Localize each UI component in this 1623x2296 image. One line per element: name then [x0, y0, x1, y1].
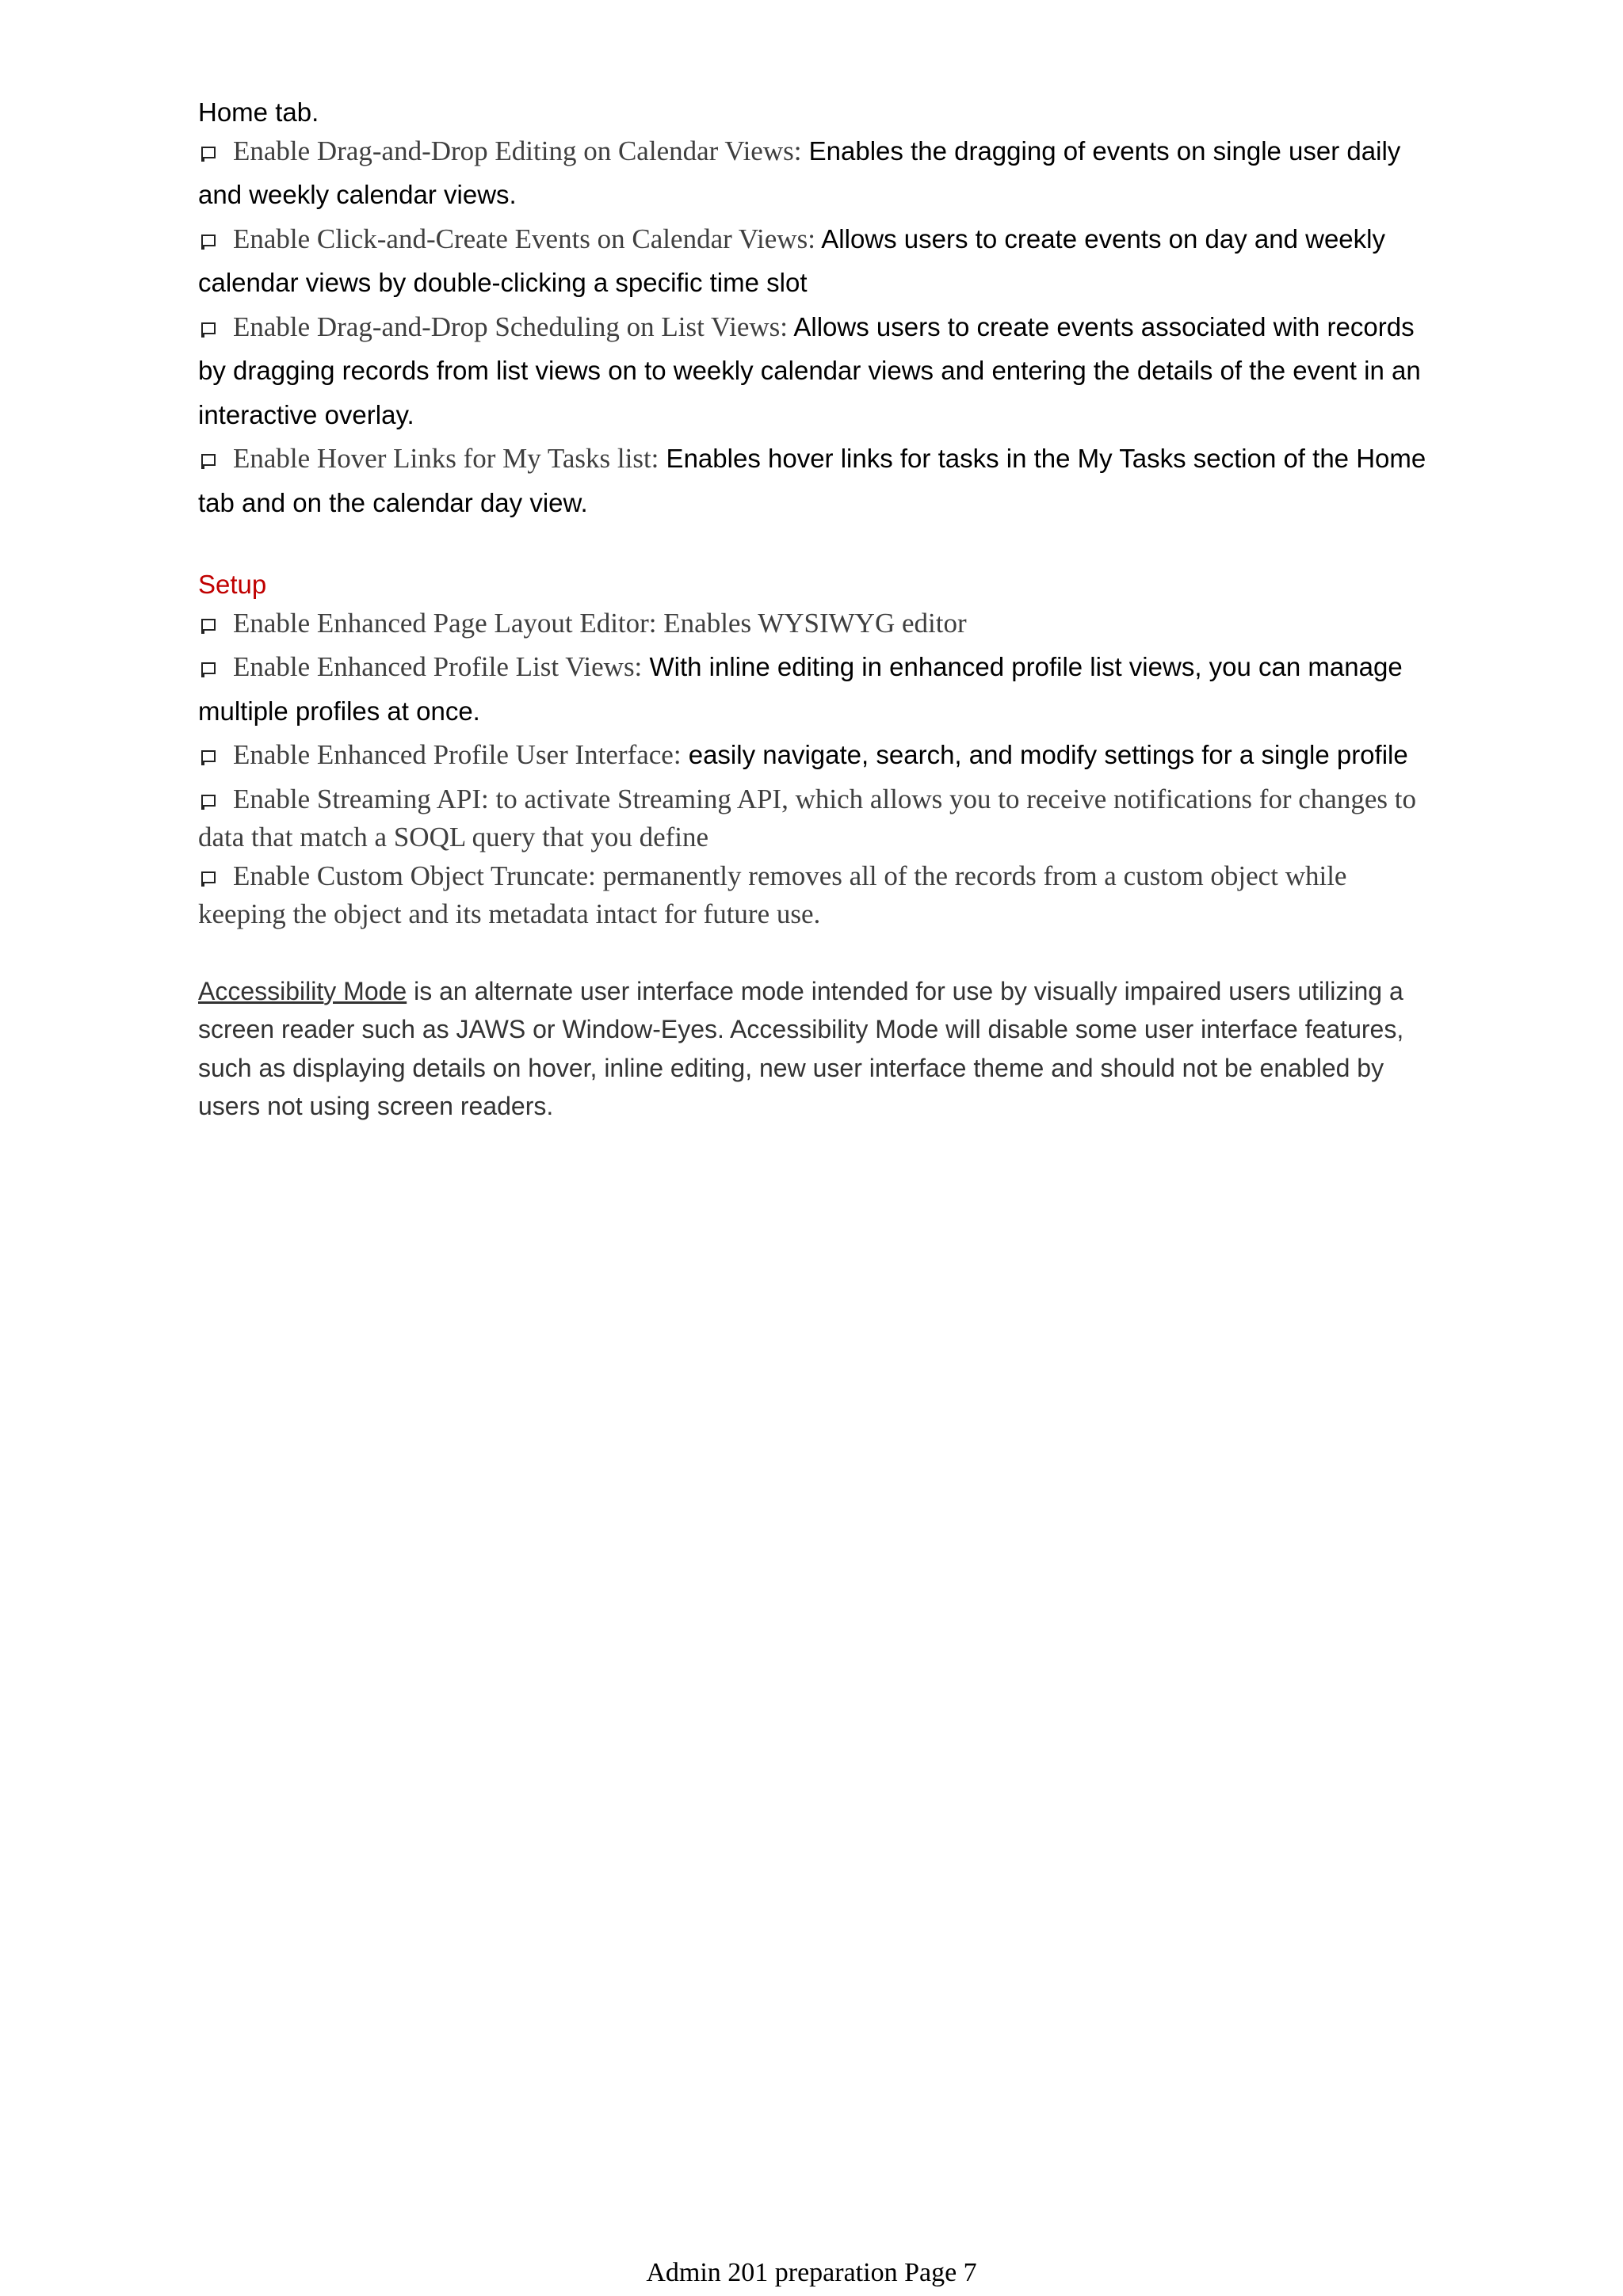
item-description: Enables hover links for tasks in the My Tasks section of the Home tab and on the calendar day view. — [198, 444, 1426, 517]
item-label: Enable Enhanced Profile List Views: — [233, 651, 643, 682]
section-spacer — [198, 528, 1434, 566]
accessibility-body: is an alternate user interface mode intended for use by visually impaired users utilizing a screen reader such as JAWS or Window-Eyes. Accessibility Mode will disable some user interface features, such as displaying details on hover, inline editing, new user interface theme and should not be enabled by users not using screen readers. — [198, 976, 1404, 1120]
section-title-setup: Setup — [198, 570, 267, 599]
item-description: easily navigate, search, and modify settings for a single profile — [681, 740, 1408, 769]
item-description: With inline editing in enhanced profile list views, you can manage multiple profiles at once. — [198, 652, 1403, 726]
list-item-drag-drop-editing — [198, 132, 1434, 220]
list-item-click-create-events — [198, 220, 1434, 308]
intro-line: Home tab. — [198, 97, 319, 127]
list-item-enhanced-profile-ui — [198, 736, 1434, 780]
list-item-hover-links — [198, 440, 1434, 528]
item-label: Enable Enhanced Page Layout Editor: Enables WYSIWYG editor — [233, 607, 967, 639]
item-label: Enable Drag-and-Drop Editing on Calendar Views: — [233, 135, 802, 166]
item-label: Enable Custom Object Truncate: permanently removes all of the records from a custom object while keeping the object and its metadata intact for future use. — [198, 860, 1347, 929]
checkbox-bullet-icon — [201, 235, 216, 246]
list-item-drag-drop-scheduling — [198, 308, 1434, 441]
item-label: Enable Hover Links for My Tasks list: — [233, 443, 659, 474]
item-description: Allows users to create events on day and weekly calendar views by double-clicking a specific time slot — [198, 223, 1385, 297]
accessibility-mode-link[interactable]: Accessibility Mode — [198, 976, 407, 1005]
item-label: Enable Drag-and-Drop Scheduling on List Views: — [233, 311, 789, 342]
accessibility-paragraph — [198, 972, 1434, 1126]
item-description: Enables the dragging of events on single user daily and weekly calendar views. — [198, 135, 1401, 209]
checkbox-bullet-icon — [201, 619, 216, 631]
checkbox-bullet-icon — [201, 454, 216, 466]
section-spacer — [198, 934, 1434, 972]
list-item-enhanced-profile-list — [198, 648, 1434, 736]
checkbox-bullet-icon — [201, 662, 216, 674]
document-page — [198, 93, 1434, 1126]
list-item-streaming-api — [198, 780, 1434, 857]
checkbox-bullet-icon — [201, 147, 216, 158]
list-item-enhanced-page-layout — [198, 605, 1434, 649]
list-item-custom-object-truncate — [198, 857, 1434, 934]
checkbox-bullet-icon — [201, 750, 216, 762]
checkbox-bullet-icon — [201, 795, 216, 807]
item-label: Enable Click-and-Create Events on Calendar Views: — [233, 223, 815, 254]
checkbox-bullet-icon — [201, 871, 216, 883]
item-label: Enable Streaming API: to activate Streaming API, which allows you to receive notifications for changes to data that match a SOQL query that you define — [198, 783, 1416, 852]
item-label: Enable Enhanced Profile User Interface: — [233, 739, 682, 770]
item-description: Allows users to create events associated with records by dragging records from list views on to weekly calendar views and entering the details of the event in an interactive overlay. — [198, 311, 1421, 429]
page-footer: Admin 201 preparation Page 7 — [646, 2258, 977, 2287]
checkbox-bullet-icon — [201, 322, 216, 334]
